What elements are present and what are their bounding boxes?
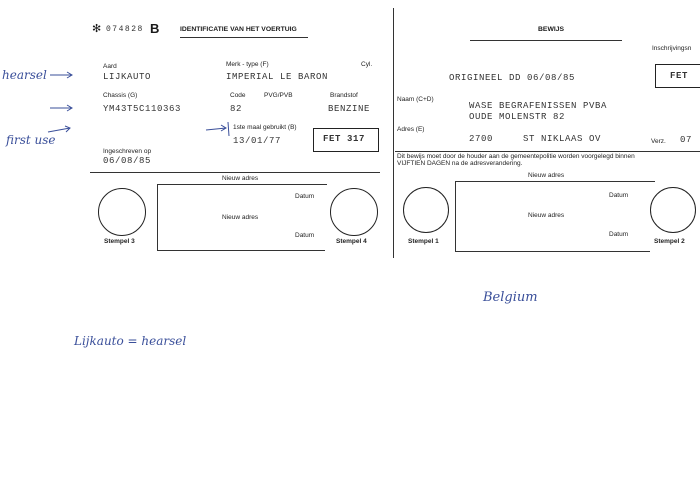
- notice-line-2: VIJFTIEN DAGEN na de adresverandering.: [397, 160, 523, 167]
- right-heading-underline: [470, 40, 622, 41]
- plate-right: FET: [670, 71, 689, 81]
- note-lijkauto: Lijkauto = hearsel: [74, 334, 187, 348]
- note-belgium: Belgium: [483, 290, 538, 305]
- right-heading: BEWIJS: [538, 26, 565, 33]
- value-naam-1: WASE BEGRAFENISSEN PVBA: [469, 101, 608, 111]
- label-cyl: Cyl.: [361, 61, 373, 68]
- value-eerste-gebruik: 13/01/77: [233, 136, 282, 146]
- right-h1: [455, 181, 655, 182]
- left-h2: [157, 250, 325, 251]
- value-brandstof: BENZINE: [328, 104, 371, 114]
- value-naam-2: OUDE MOLENSTR 82: [469, 112, 566, 122]
- label-chassis: Chassis (G): [103, 92, 138, 99]
- stempel-1-label: Stempel 1: [408, 238, 439, 245]
- value-code: 82: [230, 104, 243, 114]
- stempel-2-label: Stempel 2: [654, 238, 685, 245]
- left-nieuw-adres-1: Nieuw adres: [222, 175, 259, 182]
- serial-number: 074828: [106, 25, 144, 34]
- label-adres: Adres (E): [397, 126, 425, 133]
- right-datum-1: Datum: [609, 192, 629, 199]
- value-chassis: YM43T5C110363: [103, 104, 182, 114]
- stempel-4-circle: [330, 188, 378, 236]
- right-v1: [455, 181, 456, 251]
- asterisk-icon: ✻: [92, 23, 102, 35]
- value-origineel: ORIGINEEL DD 06/08/85: [449, 73, 576, 83]
- stempel-3-label: Stempel 3: [104, 238, 135, 245]
- left-h1: [157, 184, 327, 185]
- stempel-3-circle: [98, 188, 146, 236]
- left-section-top: [90, 172, 380, 173]
- note-first-use: first use: [6, 133, 56, 147]
- left-v1: [157, 184, 158, 250]
- value-merk: IMPERIAL LE BARON: [226, 72, 329, 82]
- stempel-2-circle: [650, 187, 696, 233]
- label-ingeschreven: Ingeschreven op: [103, 148, 152, 155]
- right-datum-2: Datum: [609, 231, 629, 238]
- form-letter: B: [150, 21, 160, 36]
- right-nieuw-adres-1: Nieuw adres: [528, 172, 565, 179]
- label-code: Code: [230, 92, 246, 99]
- label-merk: Merk - type (F): [226, 61, 269, 68]
- left-nieuw-adres-2: Nieuw adres: [222, 214, 259, 221]
- pen-tick: [228, 122, 229, 136]
- label-pvg: PVG/PVB: [264, 92, 293, 99]
- notice-line-1: Dit bewijs moet door de houder aan de gemeentepolitie worden voorgelegd binnen: [397, 153, 635, 160]
- label-verz: Verz.: [651, 138, 666, 145]
- value-adres: 2700 ST NIKLAAS OV: [469, 134, 602, 144]
- heading-underline: [180, 37, 308, 38]
- left-datum-2: Datum: [295, 232, 315, 239]
- label-inschrijving: Inschrijvingsn: [652, 45, 692, 52]
- left-datum-1: Datum: [295, 193, 315, 200]
- center-divider: [393, 8, 394, 258]
- stempel-1-circle: [403, 187, 449, 233]
- note-hearse: hearsel: [2, 68, 47, 82]
- value-verz: 07: [680, 135, 693, 145]
- right-notice-top: [395, 151, 700, 152]
- stempel-4-label: Stempel 4: [336, 238, 367, 245]
- right-nieuw-adres-2: Nieuw adres: [528, 212, 565, 219]
- label-eerste-gebruik: 1ste maal gebruikt (B): [233, 124, 297, 131]
- plate-left: FET 317: [323, 134, 366, 144]
- left-heading: IDENTIFICATIE VAN HET VOERTUIG: [180, 26, 297, 33]
- value-aard: LIJKAUTO: [103, 72, 152, 82]
- label-naam: Naam (C+D): [397, 96, 434, 103]
- label-aard: Aard: [103, 63, 117, 70]
- value-ingeschreven: 06/08/85: [103, 156, 152, 166]
- right-h2: [455, 251, 650, 252]
- label-brandstof: Brandstof: [330, 92, 358, 99]
